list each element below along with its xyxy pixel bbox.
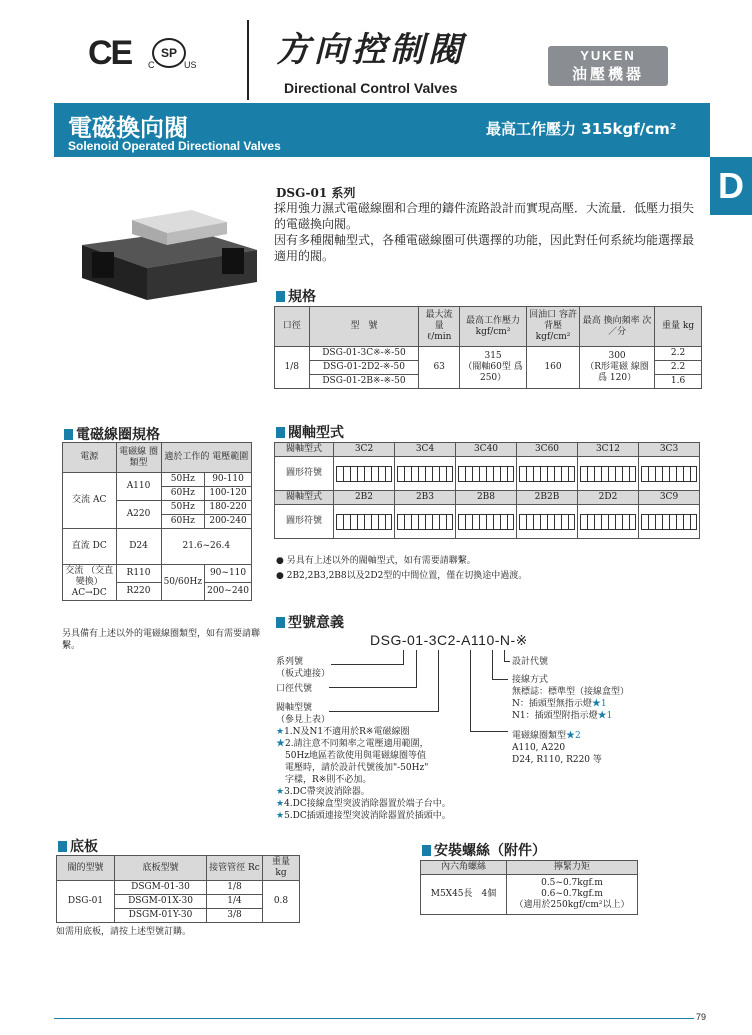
coil-type: R220 [116,583,161,601]
code-label-wiring: 接線方式 [512,675,549,685]
model-code-section-title: 型號意義 [276,612,344,632]
spool-symbol [517,457,578,491]
code-note-3 [276,786,476,798]
base-valve: DSG-01 [57,881,115,923]
code-label-coil-ac: A110, A220 [512,743,566,753]
code-note-1 [276,726,476,738]
spool-symbol [334,505,395,539]
spec-weight: 2.2 [655,347,702,361]
star-icon: ★ [276,739,286,749]
spool-note: ● 另具有上述以外的閥軸型式，如有需要請聯繫。 [276,556,476,566]
page-number: 79 [696,1012,707,1022]
hydraulic-symbol-icon [336,466,392,482]
hydraulic-symbol-icon [519,514,575,530]
base-model: DSGM-01Y-30 [115,909,207,923]
coil-rect-label: 交流 （交直變換） AC→DC [63,565,117,601]
code-label-spool: 閥軸型號 [276,703,313,713]
coil-freq: 60Hz [161,515,205,529]
code-note-text: 4.DC接線盒型突波消除器置於端子台中。 [284,799,451,809]
star-icon: ★1 [591,699,607,709]
hydraulic-symbol-icon [641,466,697,482]
base-table [56,855,300,923]
spool-sym-label: 圖形符號 [275,505,334,539]
spool-symbol [456,457,517,491]
base-note: 如需用底板，請按上述型號訂購。 [56,927,192,937]
hydraulic-symbol-icon [458,466,514,482]
connector-line [331,664,403,665]
code-label-series-sub: （板式連接） [276,669,331,679]
series-title: DSG-01 系列 [276,186,356,200]
connector-line [403,650,404,665]
spec-model: DSG-01-3C※-※-50 [309,347,419,361]
spec-back-pressure: 160 [527,347,580,389]
bolt-header: 內六角螺絲 [421,861,507,875]
connector-line [492,679,508,680]
coil-ac-label: 交流 AC [63,473,117,529]
max-pressure-label: 最高工作壓力 315kgf/cm² [486,120,677,138]
spec-freq-note: （R形電磁 線圈爲 120） [585,362,649,383]
code-label-coil [512,730,581,742]
valve-product-image [72,200,262,310]
bolt-spec: M5X45長 4個 [421,875,507,915]
code-note-4 [276,798,476,810]
spec-table [274,306,702,389]
spec-pressure-note: （閥軸60型 爲 250） [463,362,523,383]
coil-range: 200-240 [205,515,252,529]
spec-header: 最高工作壓力 kgf/cm² [460,307,527,347]
spool-symbol [578,457,639,491]
base-header: 閥的型號 [57,856,115,881]
intro-paragraph-2: 因有多種閥軸型式，各種電磁線圈可供選擇的功能，因此對任何系統均能選擇最適用的閥。 [274,233,695,263]
coil-freq: 50/60Hz [161,565,205,601]
base-port: 1/8 [207,881,263,895]
coil-table [62,442,252,601]
code-label-coil-other: D24, R110, R220 等 [512,755,602,765]
code-label-spool-sub: （參見上表） [276,715,331,725]
bolt-section-title: 安裝螺絲（附件） [422,840,546,860]
spec-header: 口徑 [275,307,310,347]
code-label-series: 系列號 [276,657,304,667]
connector-line [470,650,471,732]
base-port: 1/4 [207,895,263,909]
spool-type: 2B3 [395,491,456,505]
code-label-wiring-std: 無標誌：標準型（接線盒型） [512,687,630,697]
spool-row-label: 閥軸型式 [275,491,334,505]
intro-text [274,200,704,264]
spool-symbol [334,457,395,491]
code-note-2-cont: 電壓時，請於設計代號後加"-50Hz" [276,763,429,773]
hydraulic-symbol-icon [580,466,636,482]
spool-type: 2B2 [334,491,395,505]
spool-symbol [395,457,456,491]
base-weight: 0.8 [263,881,300,923]
csa-c-label: C [148,60,155,70]
coil-range: 180-220 [205,501,252,515]
coil-range: 90~110 [205,565,252,583]
coil-type: R110 [116,565,161,583]
base-port: 3/8 [207,909,263,923]
coil-dc-label: 直流 DC [63,529,117,565]
hydraulic-symbol-icon [397,514,453,530]
spool-symbol [639,457,700,491]
base-header: 接管管徑 Rc [207,856,263,881]
spec-pressure: 315 [484,351,502,361]
coil-freq: 60Hz [161,487,205,501]
spool-type: 2B8 [456,491,517,505]
csa-mark-logo: SP [152,38,186,68]
base-model: DSGM-01X-30 [115,895,207,909]
spool-row-label: 閥軸型式 [275,443,334,457]
spool-symbol [639,505,700,539]
spec-freq: 300 [608,351,626,361]
spool-table [274,442,700,539]
spec-model: DSG-01-2B※-※-50 [309,375,419,389]
code-note-2-cont: 字樣，R※則不必加。 [276,775,372,785]
star-icon: ★ [276,727,285,737]
coil-type: A110 [116,473,161,501]
base-header: 重量 kg [263,856,300,881]
hydraulic-symbol-icon [336,514,392,530]
chapter-tab: D [710,157,752,215]
spec-header: 回油口 容許背壓 kgf/cm² [527,307,580,347]
coil-header: 電源 [63,443,117,473]
spool-symbol [578,505,639,539]
spool-type: 3C4 [395,443,456,457]
star-icon: ★2 [566,731,581,741]
page-title: 方向控制閥 [276,30,466,70]
connector-line [504,661,510,662]
spec-header: 最大流量 ℓ/min [419,307,460,347]
coil-section-title: 電磁線圈規格 [64,424,160,444]
section-title-en: Solenoid Operated Directional Valves [68,139,281,153]
code-label-coil-text: 電磁線圈類型 [512,731,567,741]
base-section-title: 底板 [58,836,98,856]
spool-type: 3C12 [578,443,639,457]
hydraulic-symbol-icon [458,514,514,530]
coil-header: 電磁線 圈類型 [116,443,161,473]
spool-symbol [456,505,517,539]
brand-logo [548,46,668,86]
connector-line [492,650,493,680]
bolt-torque: 0.6~0.7kgf.m [541,889,603,899]
hydraulic-symbol-icon [641,514,697,530]
spec-flow: 63 [419,347,460,389]
hydraulic-symbol-icon [519,466,575,482]
code-label-wiring-n-text: N：插頭型無指示燈 [512,699,592,709]
coil-range: 100-120 [205,487,252,501]
connector-line [329,711,438,712]
footer-line [54,1018,694,1019]
ce-mark-logo: CE [88,34,132,72]
spool-notes [276,554,527,584]
code-note-text: 3.DC帶突波消除器。 [284,787,370,797]
bolt-torque-cell [507,875,638,915]
coil-range: 21.6~26.4 [161,529,251,565]
spool-symbol [517,505,578,539]
spool-type: 3C9 [639,491,700,505]
coil-header: 適於工作的 電壓範圍 [161,443,251,473]
star-icon: ★ [276,799,285,809]
spool-sym-label: 圖形符號 [275,457,334,491]
page-subtitle: Directional Control Valves [284,80,458,96]
star-icon: ★ [276,811,285,821]
connector-line [438,650,439,712]
section-title-zh: 電磁換向閥 [68,114,188,142]
code-label-design: 設計代號 [512,657,549,667]
bolt-header: 擰緊力矩 [507,861,638,875]
csa-us-label: US [184,60,197,70]
code-note-text: 2.請注意不同頻率之電壓適用範圍， [285,739,429,749]
coil-range: 90-110 [205,473,252,487]
code-label-wiring-n1 [512,710,612,722]
header-divider [247,20,249,100]
intro-paragraph-1: 採用強力濕式電磁線圈和合理的鑄件流路設計而實現高壓．大流量．低壓力損失的電磁換向閥。 [274,201,695,231]
coil-freq: 50Hz [161,501,205,515]
model-code-string: DSG-01-3C2-A110-N-※ [370,632,528,648]
spec-header: 重量 kg [655,307,702,347]
spec-model: DSG-01-2D2-※-50 [309,361,419,375]
code-note-2-cont: 50Hz地區若欲使用與電磁線圈等值 [276,751,427,761]
base-header: 底板型號 [115,856,207,881]
spec-freq-cell [579,347,654,389]
star-icon: ★1 [597,711,613,721]
spool-section-title: 閥軸型式 [276,422,344,442]
code-label-size: 口徑代號 [276,684,313,694]
spool-type: 3C60 [517,443,578,457]
brand-name-en: YUKEN [580,48,636,63]
code-notes [276,726,476,822]
spec-pressure-cell [460,347,527,389]
code-note-text: 1.N及N1不適用於R※電磁線圈 [284,727,410,737]
bolt-table [420,860,638,915]
hydraulic-symbol-icon [397,466,453,482]
connector-line [329,687,416,688]
coil-range: 200~240 [205,583,252,601]
spool-type: 3C3 [639,443,700,457]
coil-freq: 50Hz [161,473,205,487]
connector-line [416,650,417,688]
spec-weight: 2.2 [655,361,702,375]
bolt-torque: 0.5~0.7kgf.m [541,878,603,888]
coil-note: 另具備有上述以外的電磁線圈類型，如有需要請聯繫。 [62,629,261,651]
spec-section-title: 規格 [276,286,316,306]
spec-header: 型 號 [309,307,419,347]
coil-type: A220 [116,501,161,529]
brand-name-zh: 油壓機器 [571,65,644,83]
spool-symbol [395,505,456,539]
spec-size: 1/8 [275,347,310,389]
spool-type: 2B2B [517,491,578,505]
spool-type: 3C40 [456,443,517,457]
base-model: DSGM-01-30 [115,881,207,895]
coil-type: D24 [116,529,161,565]
spool-note: ● 2B2,2B3,2B8以及2D2型的中間位置，僅在切換途中過渡。 [276,571,528,581]
code-note-text: 5.DC插頭連接型突波消除器置於插頭中。 [284,811,451,821]
code-label-wiring-n [512,698,607,710]
code-label-wiring-n1-text: N1：插頭型附指示燈 [512,711,598,721]
spool-type: 3C2 [334,443,395,457]
spec-header: 最高 換向頻率 次／分 [579,307,654,347]
spec-weight: 1.6 [655,375,702,389]
bolt-torque: （適用於250kgf/cm²以上） [514,900,630,910]
hydraulic-symbol-icon [580,514,636,530]
code-note-5 [276,810,476,822]
code-note-2 [276,738,476,750]
star-icon: ★ [276,787,285,797]
spool-type: 2D2 [578,491,639,505]
